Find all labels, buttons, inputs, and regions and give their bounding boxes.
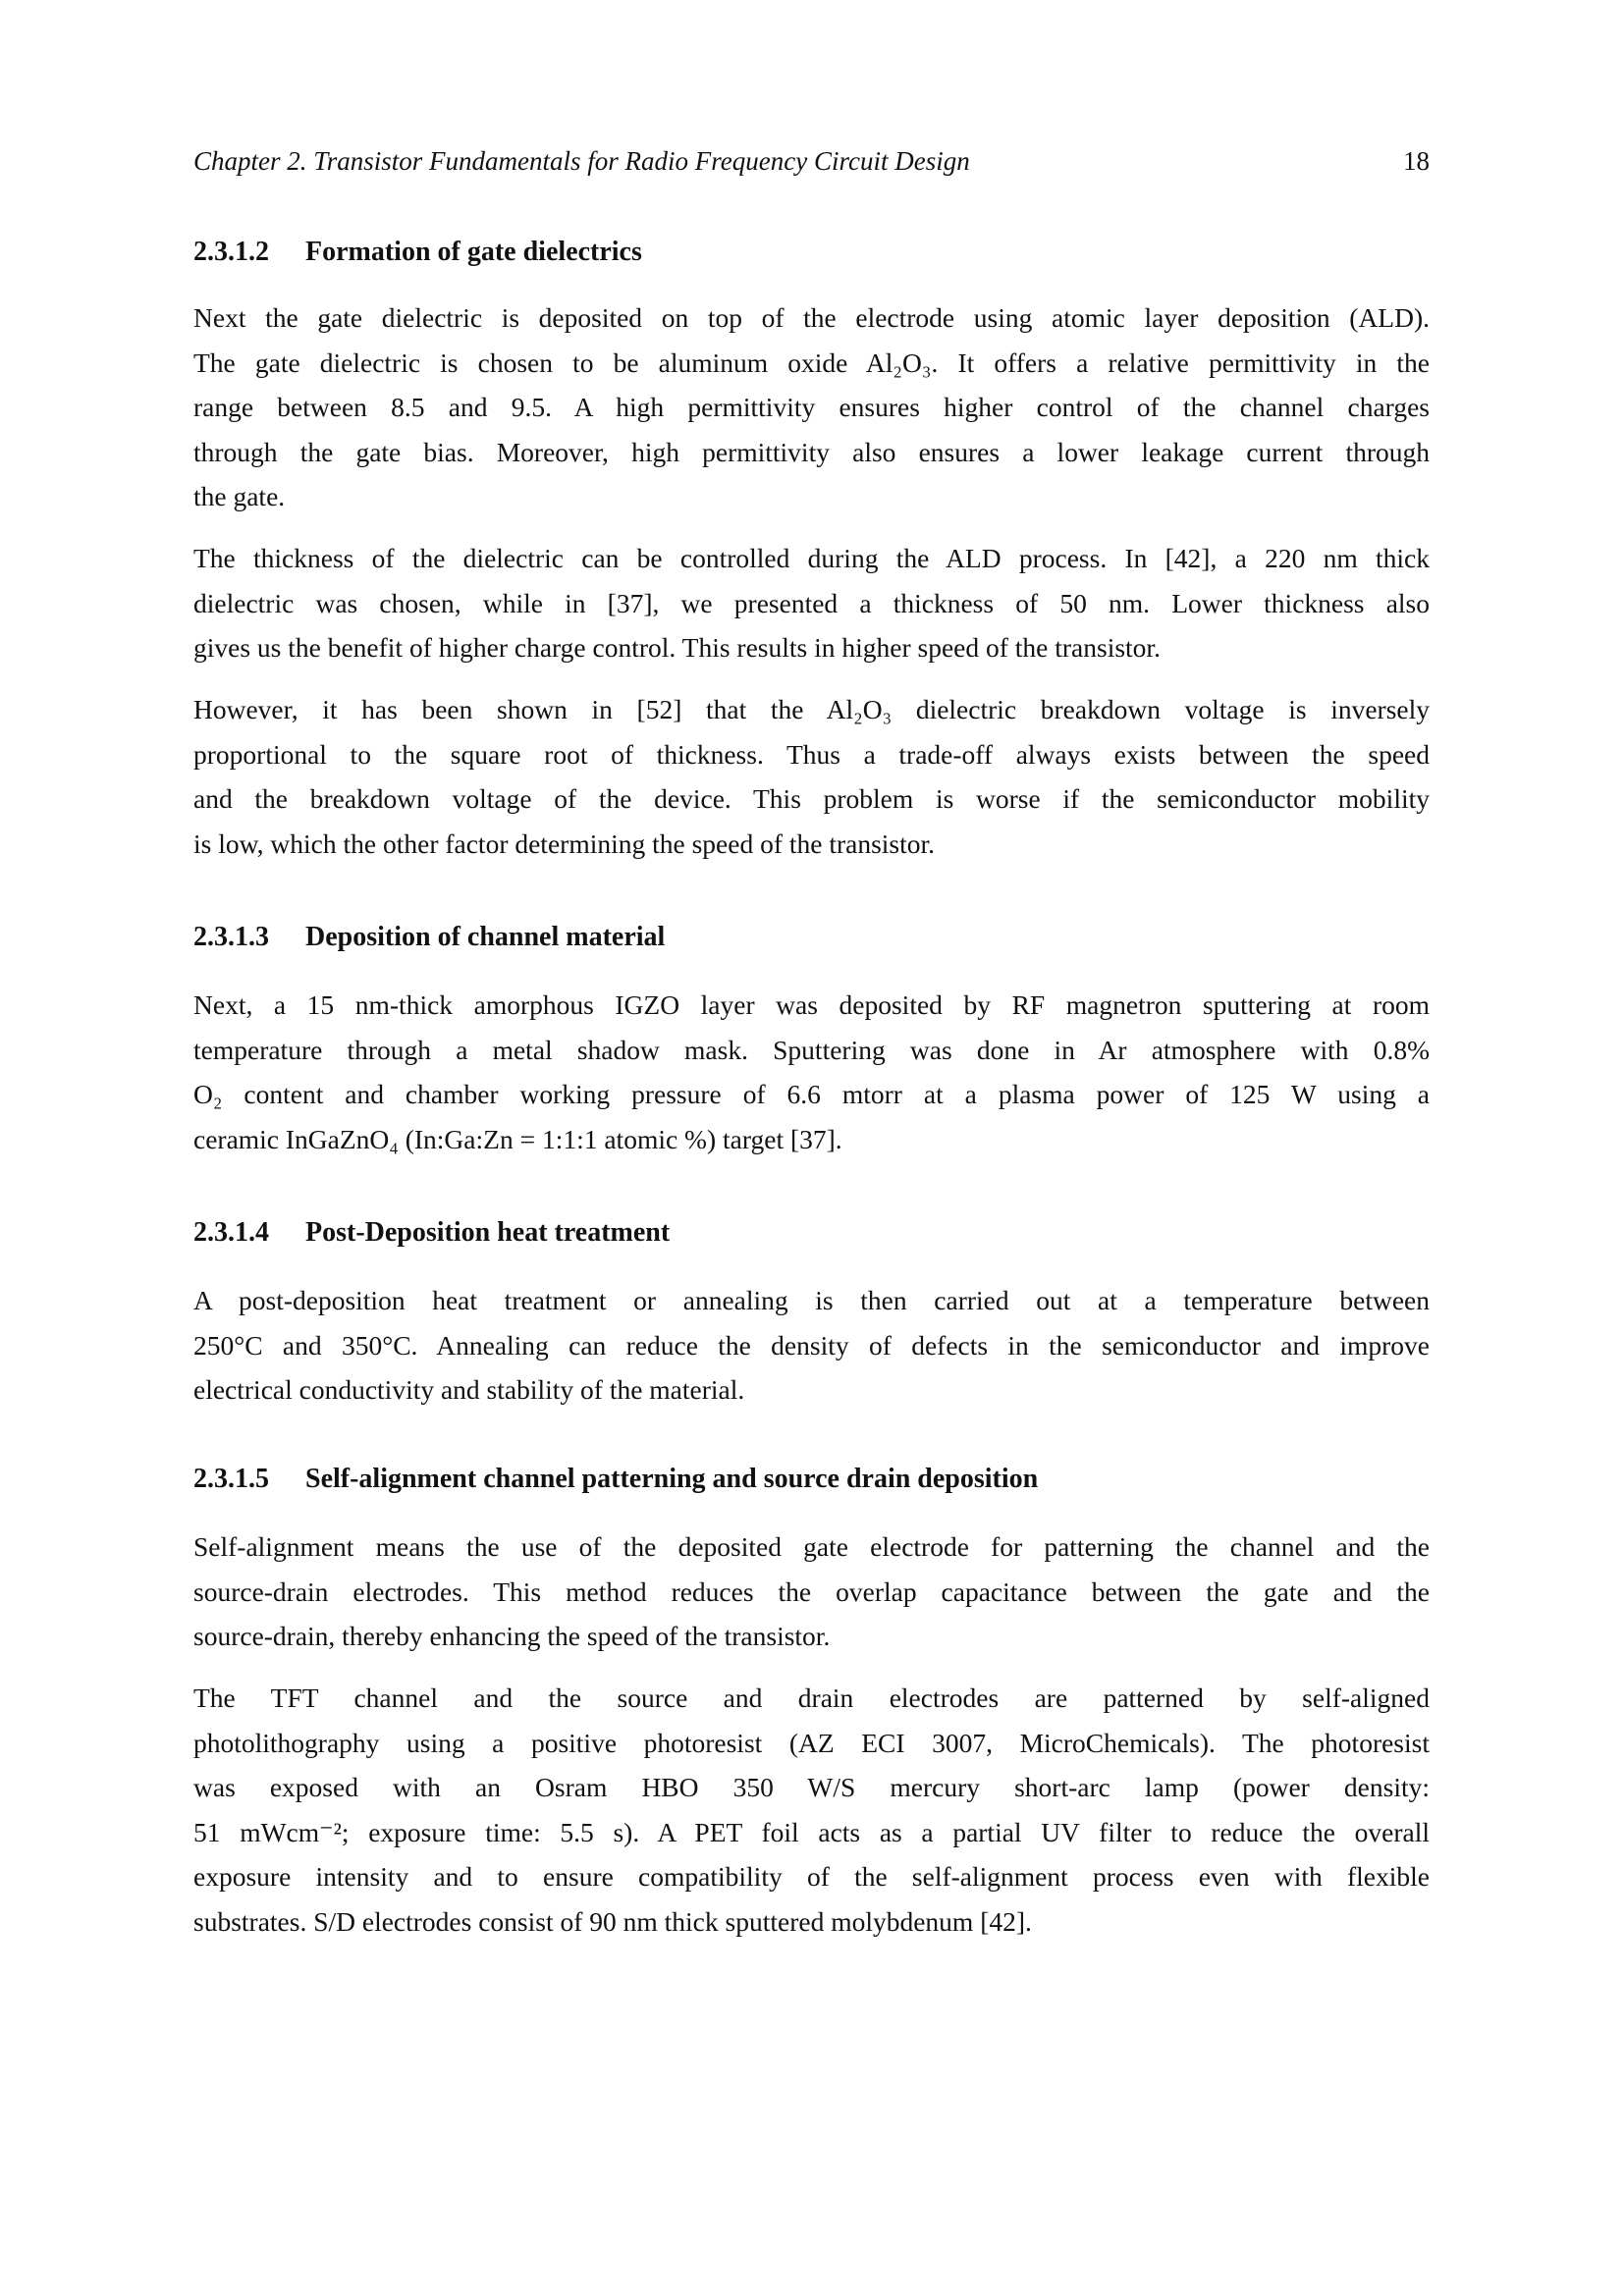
text-line: source-drain electrodes. This method reduces the overlap capacitance between the gate and the bbox=[193, 1575, 1430, 1607]
section-title: Deposition of channel material bbox=[305, 922, 666, 952]
text-line: The gate dielectric is chosen to be aluminum oxide Al₂O₃. It offers a relative permittivity in the bbox=[193, 347, 1430, 378]
section-title: Self-alignment channel patterning and source drain deposition bbox=[305, 1464, 1039, 1494]
paragraph-gate-dielectric-intro bbox=[193, 295, 1430, 519]
text-line: The thickness of the dielectric can be controlled during the ALD process. In [42], a 220 nm thick bbox=[193, 543, 1430, 573]
section-number: 2.3.1.2 bbox=[193, 237, 269, 267]
text-line: the gate. bbox=[193, 481, 286, 512]
section-number: 2.3.1.5 bbox=[193, 1464, 269, 1494]
paragraph-photolithography bbox=[193, 1676, 1430, 1945]
text-line: exposure intensity and to ensure compatibility of the self-alignment process even with flexible bbox=[193, 1861, 1430, 1893]
text-line: However, it has been shown in [52] that the Al₂O₃ dielectric breakdown voltage is inversely bbox=[193, 694, 1430, 724]
section-number: 2.3.1.3 bbox=[193, 922, 269, 952]
text-line: electrical conductivity and stability of the material. bbox=[193, 1374, 745, 1406]
text-line: is low, which the other factor determining the speed of the transistor. bbox=[193, 828, 936, 859]
paragraph-dielectric-thickness bbox=[193, 536, 1430, 670]
text-line: temperature through a metal shadow mask. Sputtering was done in Ar atmosphere with 0.8% bbox=[193, 1034, 1430, 1065]
text-line: 250°C and 350°C. Annealing can reduce the density of defects in the semiconductor and improve bbox=[193, 1329, 1430, 1361]
text-line: Next, a 15 nm-thick amorphous IGZO layer was deposited by RF magnetron sputtering at room bbox=[193, 989, 1430, 1020]
text-line: substrates. S/D electrodes consist of 90 nm thick sputtered molybdenum [42]. bbox=[193, 1905, 1032, 1937]
page-number: 18 bbox=[1403, 146, 1430, 176]
text-line: gives us the benefit of higher charge control. This results in higher speed of the transistor. bbox=[193, 632, 1161, 664]
text-line: proportional to the square root of thickness. Thus a trade-off always exists between the speed bbox=[193, 738, 1430, 770]
text-line: Self-alignment means the use of the deposited gate electrode for patterning the channel and the bbox=[193, 1531, 1430, 1562]
section-title: Formation of gate dielectrics bbox=[305, 237, 642, 267]
text-line: source-drain, thereby enhancing the speed of the transistor. bbox=[193, 1621, 831, 1652]
text-line: A post-deposition heat treatment or annealing is then carried out at a temperature between bbox=[193, 1285, 1430, 1315]
text-line: and the breakdown voltage of the device. This problem is worse if the semiconductor mobility bbox=[193, 783, 1430, 815]
paragraph-self-alignment bbox=[193, 1524, 1430, 1659]
text-line: photolithography using a positive photoresist (AZ ECI 3007, MicroChemicals). The photoresist bbox=[193, 1727, 1430, 1758]
chapter-title: Chapter 2. Transistor Fundamentals for Radio Frequency Circuit Design bbox=[193, 146, 970, 176]
section-heading-2-3-1-5 bbox=[193, 1462, 1430, 1497]
section-heading-2-3-1-2 bbox=[193, 235, 1430, 270]
section-title: Post-Deposition heat treatment bbox=[305, 1217, 671, 1248]
text-line: range between 8.5 and 9.5. A high permittivity ensures higher control of the channel charges bbox=[193, 392, 1430, 423]
text-line: dielectric was chosen, while in [37], we presented a thickness of 50 nm. Lower thickness also bbox=[193, 587, 1430, 618]
section-number: 2.3.1.4 bbox=[193, 1217, 269, 1248]
running-header bbox=[193, 143, 1430, 179]
paragraph-annealing bbox=[193, 1278, 1430, 1413]
text-line: 51 mWcm⁻²; exposure time: 5.5 s). A PET foil acts as a partial UV filter to reduce the overall bbox=[193, 1816, 1430, 1847]
paragraph-breakdown-voltage bbox=[193, 687, 1430, 866]
text-line: ceramic InGaZnO₄ (In:Ga:Zn = 1:1:1 atomic %) target [37]. bbox=[193, 1123, 842, 1154]
text-line: O₂ content and chamber working pressure of 6.6 mtorr at a plasma power of 125 W using a bbox=[193, 1079, 1430, 1110]
section-heading-2-3-1-3 bbox=[193, 920, 1430, 955]
section-heading-2-3-1-4 bbox=[193, 1215, 1430, 1251]
paragraph-igzo-deposition bbox=[193, 983, 1430, 1161]
text-line: through the gate bias. Moreover, high permittivity also ensures a lower leakage current through bbox=[193, 436, 1430, 467]
text-line: was exposed with an Osram HBO 350 W/S mercury short-arc lamp (power density: bbox=[193, 1772, 1430, 1803]
text-line: The TFT channel and the source and drain electrodes are patterned by self-aligned bbox=[193, 1682, 1430, 1713]
text-line: Next the gate dielectric is deposited on top of the electrode using atomic layer deposition (ALD). bbox=[193, 302, 1430, 333]
